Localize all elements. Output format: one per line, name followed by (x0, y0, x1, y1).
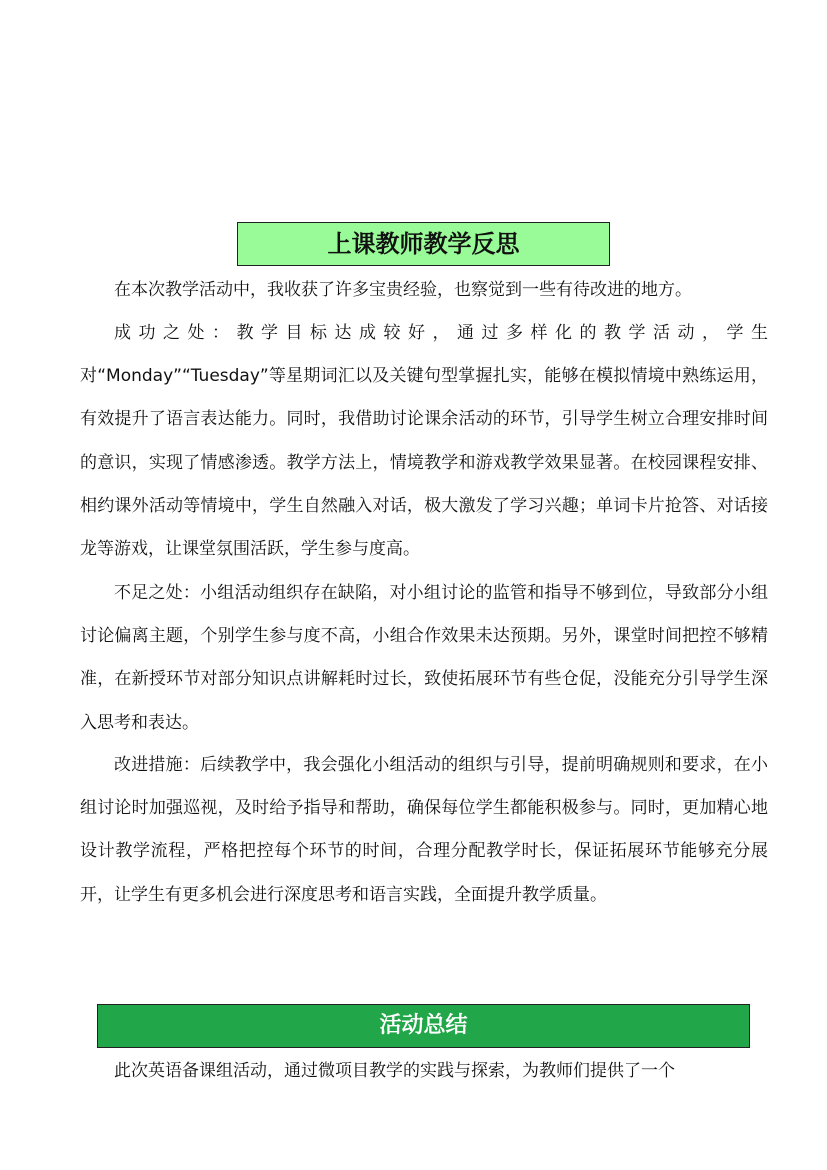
summary-paragraph: 此次英语备课组活动，通过微项目教学的实践与探索，为教师们提供了一个 (114, 1061, 675, 1081)
section-title-activity-summary: 活动总结 (97, 1004, 750, 1048)
section-title-teaching-reflection: 上课教师教学反思 (237, 222, 610, 266)
reflection-improvements-paragraph: 改进措施：后续教学中，我会强化小组活动的组织与引导，提前明确规则和要求，在小组讨论时加强巡视，及时给予指导和帮助，确保每位学生都能积极参与。同时，更加精心地设计教学流程，严格把控每个环节的时间，合理分配教学时长，保证拓展环节能够充分展开，让学生有更多机会进行深度思考和语言实践，全面提升教学质量。 (80, 755, 768, 905)
reflection-weaknesses-paragraph: 不足之处：小组活动组织存在缺陷，对小组讨论的监管和指导不够到位，导致部分小组讨论偏离主题，个别学生参与度不高，小组合作效果未达预期。另外，课堂时间把控不够精准，在新授环节对部分知识点讲解耗时过长，致使拓展环节有些仓促，没能充分引导学生深入思考和表达。 (80, 583, 768, 733)
reflection-intro-paragraph: 在本次教学活动中，我收获了许多宝贵经验，也察觉到一些有待改进的地方。 (114, 280, 692, 300)
reflection-strengths-paragraph: 成功之处：教学目标达成较好，通过多样化的教学活动，学生对“Monday”“Tuesday”等星期词汇以及关键句型掌握扎实，能够在模拟情境中熟练运用，有效提升了语言表达能力。同时，我借助讨论课余活动的环节，引导学生树立合理安排时间的意识，实现了情感渗透。教学方法上，情境教学和游戏教学效果显著。在校园课程安排、相约课外活动等情境中，学生自然融入对话，极大激发了学习兴趣；单词卡片抢答、对话接龙等游戏，让课堂氛围活跃，学生参与度高。 (80, 323, 768, 560)
